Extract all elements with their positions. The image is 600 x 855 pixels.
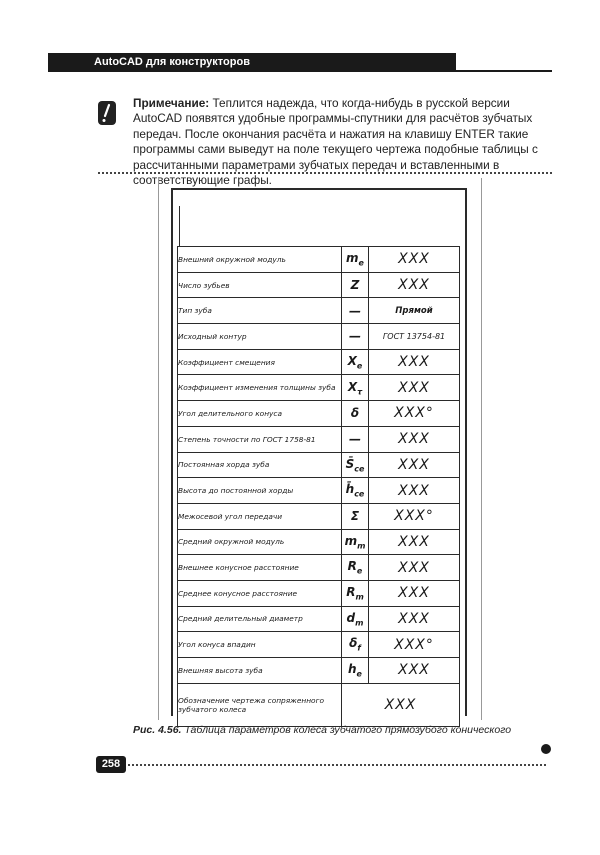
- symbol-main: S̄: [345, 456, 355, 471]
- parameter-symbol: [342, 272, 369, 298]
- table-row: [178, 426, 460, 452]
- parameter-name: Внешняя высота зуба: [178, 658, 342, 684]
- table-row: [178, 298, 460, 324]
- symbol-subscript: ce: [354, 464, 365, 474]
- symbol-main: m: [344, 533, 358, 548]
- parameter-symbol: [342, 452, 369, 478]
- symbol-main: d: [346, 610, 356, 625]
- parameter-name: Внешний окружной модуль: [178, 247, 342, 273]
- parameter-name: Коэффициент смещения: [178, 349, 342, 375]
- table-row: [178, 324, 460, 350]
- note-paragraph: [133, 96, 551, 188]
- table-row: [178, 606, 460, 632]
- parameter-name: Средний делительный диаметр: [178, 606, 342, 632]
- parameter-name: Число зубьев: [178, 272, 342, 298]
- symbol-main: X: [347, 379, 358, 394]
- table-row: [178, 632, 460, 658]
- symbol-main: —: [349, 303, 361, 318]
- header-rule: [456, 70, 552, 72]
- symbol-subscript: m: [355, 618, 364, 628]
- running-header: [48, 53, 456, 72]
- table-row: [178, 401, 460, 427]
- symbol-main: Z: [350, 278, 360, 293]
- note-body: Теплится надежда, что когда-нибудь в русской версии AutoCAD появятся удобные программы-спутники для расчётов зубчатых передач. После окончания расчёта и нажатия на клавишу ENTER такие программы сами выведут на поле текущего чертежа подобные таблицы с рассчитанными параметрами зубчатых передач и вставленными в соответствующие графы.: [133, 96, 538, 188]
- parameter-value: Прямой: [369, 298, 460, 324]
- parameter-value: XXX: [369, 426, 460, 452]
- table-row: [178, 478, 460, 504]
- parameter-value: ГОСТ 13754-81: [369, 324, 460, 350]
- symbol-main: X: [347, 353, 357, 368]
- parameter-symbol: [342, 632, 369, 658]
- symbol-main: δ: [350, 406, 360, 421]
- parameter-value: XXX°: [369, 401, 460, 427]
- parameter-value: XXX: [369, 606, 460, 632]
- table-row: [178, 529, 460, 555]
- symbol-main: —: [349, 329, 361, 344]
- parameter-symbol: [342, 658, 369, 684]
- parameter-name: Внешнее конусное расстояние: [178, 555, 342, 581]
- parameter-symbol: [342, 324, 369, 350]
- parameter-symbol: [342, 375, 369, 401]
- parameters-table: [177, 246, 460, 727]
- parameter-value: XXX: [369, 452, 460, 478]
- parameter-name: Средний окружной модуль: [178, 529, 342, 555]
- page-number: 258: [96, 756, 126, 773]
- parameter-symbol: [342, 247, 369, 273]
- table-row: [178, 349, 460, 375]
- caption-label: Рис. 4.56.: [133, 724, 182, 736]
- symbol-main: m: [346, 251, 359, 266]
- parameter-value: XXX: [369, 580, 460, 606]
- parameter-value: XXX°: [369, 503, 460, 529]
- footer-divider: [128, 764, 546, 766]
- header-title: AutoCAD для конструкторов: [94, 56, 250, 68]
- symbol-main: δ: [349, 636, 358, 651]
- symbol-subscript: e: [358, 258, 364, 268]
- parameter-name: Тип зуба: [178, 298, 342, 324]
- parameter-name: Угол делительного конуса: [178, 401, 342, 427]
- parameter-symbol: [342, 298, 369, 324]
- parameter-symbol: [342, 580, 369, 606]
- symbol-subscript: τ: [357, 386, 363, 396]
- parameter-symbol: [342, 426, 369, 452]
- exclamation-icon: [98, 101, 116, 125]
- parameter-name: Угол конуса впадин: [178, 632, 342, 658]
- table-row: [178, 580, 460, 606]
- note-divider: [98, 172, 552, 174]
- symbol-subscript: m: [357, 541, 366, 551]
- symbol-main: Σ: [350, 509, 360, 524]
- table-row: [178, 247, 460, 273]
- parameter-symbol: [342, 555, 369, 581]
- parameter-value: XXX: [369, 529, 460, 555]
- symbol-subscript: ce: [354, 489, 365, 499]
- table-row-drawing-ref: [178, 683, 460, 726]
- note-label: Примечание:: [133, 96, 210, 110]
- symbol-subscript: f: [357, 643, 361, 653]
- parameter-symbol: [342, 401, 369, 427]
- table-row: [178, 272, 460, 298]
- parameter-value: XXX: [369, 349, 460, 375]
- parameter-value: XXX: [342, 683, 460, 726]
- parameter-value: XXX: [369, 272, 460, 298]
- parameter-name: Среднее конусное расстояние: [178, 580, 342, 606]
- symbol-subscript: m: [355, 592, 364, 602]
- parameter-symbol: [342, 478, 369, 504]
- parameter-name: Исходный контур: [178, 324, 342, 350]
- parameter-symbol: [342, 529, 369, 555]
- symbol-subscript: e: [356, 566, 363, 576]
- figure-drawing: [158, 178, 482, 720]
- parameter-value: XXX: [369, 247, 460, 273]
- symbol-main: R: [347, 559, 357, 574]
- parameter-value: XXX°: [369, 632, 460, 658]
- parameter-name: Коэффициент изменения толщины зуба: [178, 375, 342, 401]
- parameter-symbol: [342, 606, 369, 632]
- table-row: [178, 503, 460, 529]
- parameter-name: Межосевой угол передачи: [178, 503, 342, 529]
- symbol-main: R: [346, 585, 356, 600]
- parameter-name: Высота до постоянной хорды: [178, 478, 342, 504]
- frame-inner-line: [179, 206, 180, 246]
- parameter-name: Степень точности по ГОСТ 1758-81: [178, 426, 342, 452]
- parameter-value: XXX: [369, 478, 460, 504]
- symbol-main: h̄: [345, 482, 355, 497]
- parameter-name: Постоянная хорда зуба: [178, 452, 342, 478]
- parameter-symbol: [342, 349, 369, 375]
- caption-text: Таблица параметров колеса зубчатого прямозубого конического: [184, 724, 512, 736]
- parameter-name: Обозначение чертежа сопряженного зубчатого колеса: [178, 683, 342, 726]
- symbol-main: —: [349, 432, 361, 447]
- table-row: [178, 375, 460, 401]
- table-row: [178, 555, 460, 581]
- parameter-symbol: [342, 503, 369, 529]
- figure-caption: [133, 724, 553, 736]
- symbol-subscript: e: [356, 361, 363, 371]
- table-row: [178, 658, 460, 684]
- symbol-main: h: [348, 662, 357, 677]
- parameter-value: XXX: [369, 658, 460, 684]
- footer-bullet: [541, 744, 551, 754]
- symbol-subscript: e: [356, 669, 362, 679]
- table-row: [178, 452, 460, 478]
- parameter-value: XXX: [369, 375, 460, 401]
- parameter-value: XXX: [369, 555, 460, 581]
